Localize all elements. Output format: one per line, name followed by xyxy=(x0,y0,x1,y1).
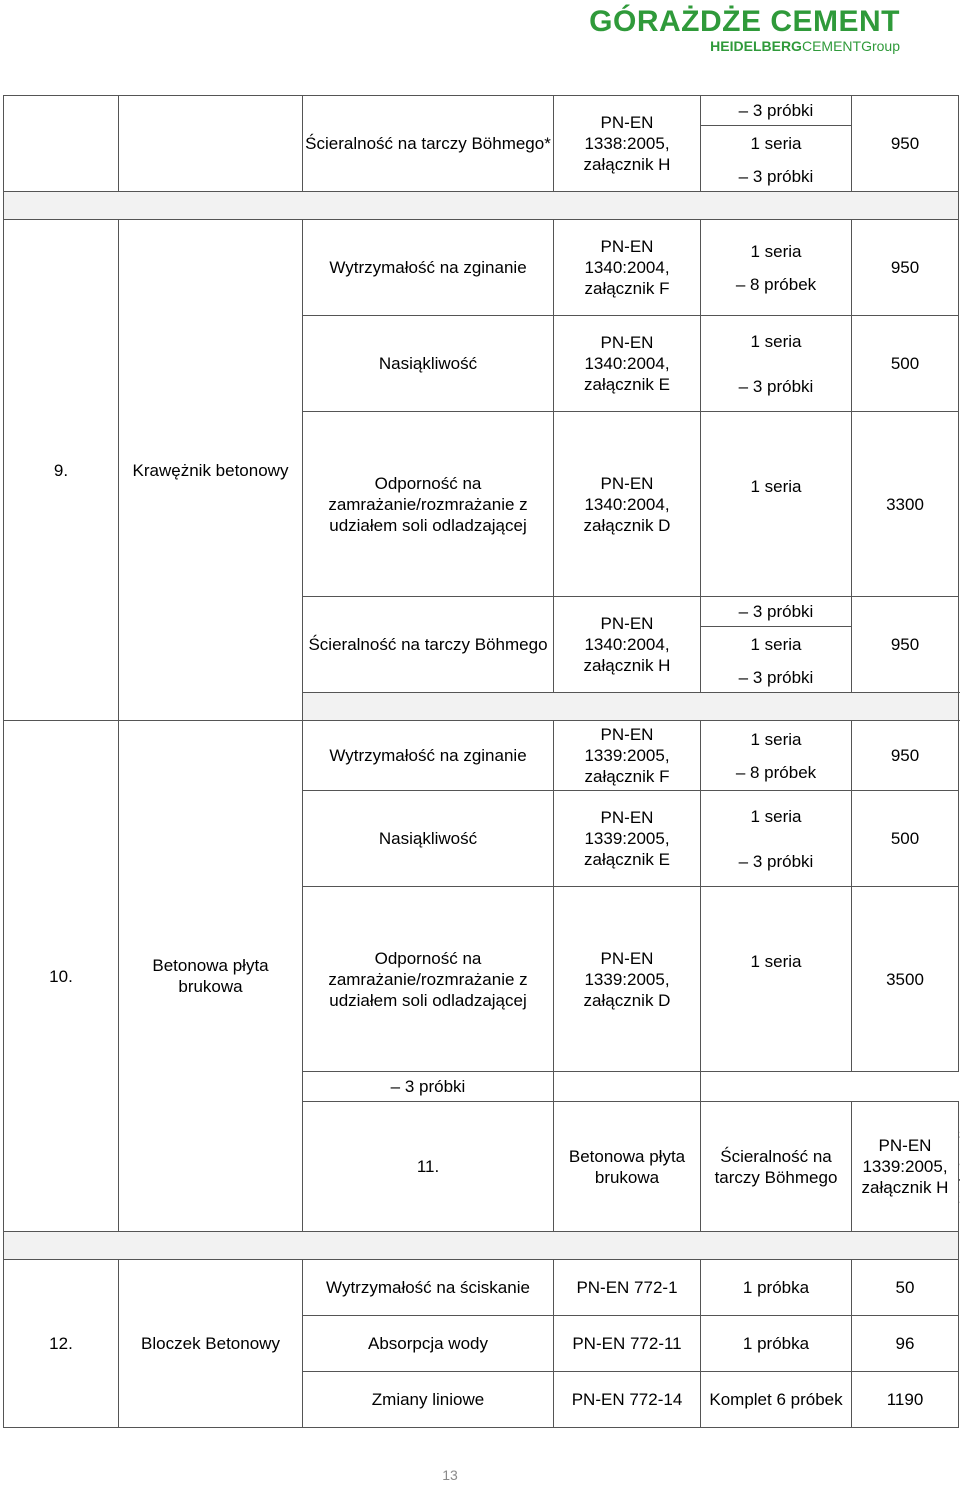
price-cell: 950 xyxy=(852,220,959,316)
test-cell: Ścieralność na tarczy Böhmego* xyxy=(303,96,554,192)
samples-cell: 1 seria xyxy=(701,412,852,597)
lp-cell: 11. xyxy=(303,1102,554,1232)
test-cell: Wytrzymałość na ściskanie xyxy=(303,1260,554,1316)
standard-cell: PN-EN 1340:2004, załącznik E xyxy=(554,316,701,412)
separator-row xyxy=(4,192,959,220)
table-row xyxy=(4,1260,959,1316)
price-cell: 3500 xyxy=(852,887,959,1072)
product-cell: Betonowa płyta brukowa xyxy=(119,721,303,1232)
samples-cell: – 3 próbki xyxy=(701,663,852,693)
standard-cell: PN-EN 1340:2004, załącznik F xyxy=(554,220,701,316)
table-row xyxy=(4,96,959,126)
test-cell: Odporność na zamrażanie/rozmrażanie z udziałem soli odladzającej xyxy=(303,887,554,1072)
samples-cell: 1 seria xyxy=(701,126,852,162)
page-number: 13 xyxy=(442,1467,458,1483)
standard-cell: PN-EN 1340:2004, załącznik D xyxy=(554,412,701,597)
lp-cell: 10. xyxy=(4,721,119,1232)
standard-cell: PN-EN 1338:2005, załącznik H xyxy=(554,96,701,192)
test-cell: Zmiany liniowe xyxy=(303,1372,554,1428)
lp-cell: 9. xyxy=(4,220,119,721)
price-cell: 950 xyxy=(852,597,959,693)
logo-sub-text: HEIDELBERGCEMENTGroup xyxy=(710,38,900,54)
price-cell: 96 xyxy=(852,1316,959,1372)
price-cell: 500 xyxy=(852,316,959,412)
price-cell: 950 xyxy=(852,96,959,192)
standard-cell: PN-EN 1339:2005, załącznik F xyxy=(554,721,701,791)
test-cell: Ścieralność na tarczy Böhmego xyxy=(303,597,554,693)
samples-cell: – 3 próbki xyxy=(701,597,852,627)
standard-cell: PN-EN 1339:2005, załącznik D xyxy=(554,887,701,1072)
samples-cell: – 3 próbki xyxy=(701,162,852,192)
standard-cell: PN-EN 1339:2005, załącznik E xyxy=(554,791,701,887)
samples-cell: 1 seria – 8 próbek xyxy=(701,220,852,316)
test-cell: Nasiąkliwość xyxy=(303,316,554,412)
product-cell: Betonowa płyta brukowa xyxy=(554,1102,701,1232)
samples-cell: 1 seria – 3 próbki xyxy=(701,791,852,887)
lp-cell xyxy=(4,96,119,192)
samples-cell: 1 próbka xyxy=(701,1260,852,1316)
test-cell: Wytrzymałość na zginanie xyxy=(303,721,554,791)
price-cell: 950 xyxy=(852,721,959,791)
separator-row xyxy=(4,1232,959,1260)
standard-cell: PN-EN 772-1 xyxy=(554,1260,701,1316)
samples-cell: 1 próbka xyxy=(701,1316,852,1372)
price-cell: 3300 xyxy=(852,412,959,597)
test-cell: Ścieralność na tarczy Böhmego xyxy=(701,1102,852,1232)
standard-cell: PN-EN 772-14 xyxy=(554,1372,701,1428)
test-cell: Odporność na zamrażanie/rozmrażanie z udziałem soli odladzającej xyxy=(303,412,554,597)
table-row xyxy=(4,220,959,316)
price-cell: 1190 xyxy=(852,1372,959,1428)
samples-cell: – 3 próbki xyxy=(303,1072,554,1102)
product-cell xyxy=(119,96,303,192)
price-cell: 500 xyxy=(852,791,959,887)
test-cell: Absorpcja wody xyxy=(303,1316,554,1372)
table-row xyxy=(4,721,959,791)
product-cell: Bloczek Betonowy xyxy=(119,1260,303,1428)
samples-cell: – 3 próbki xyxy=(701,96,852,126)
samples-cell: 1 seria xyxy=(701,627,852,663)
lp-cell: 12. xyxy=(4,1260,119,1428)
test-cell: Wytrzymałość na zginanie xyxy=(303,220,554,316)
company-logo xyxy=(589,6,900,54)
product-cell: Krawężnik betonowy xyxy=(119,220,303,721)
samples-cell: Komplet 6 próbek xyxy=(701,1372,852,1428)
samples-cell: 1 seria – 3 próbki xyxy=(701,316,852,412)
samples-cell: 1 seria xyxy=(701,887,852,1072)
standard-cell: PN-EN 772-11 xyxy=(554,1316,701,1372)
logo-main-text: GÓRAŻDŻE CEMENT xyxy=(589,5,900,38)
price-table xyxy=(3,95,959,1428)
standard-cell: PN-EN 1339:2005, załącznik H xyxy=(852,1102,959,1232)
price-cell: 50 xyxy=(852,1260,959,1316)
standard-cell: PN-EN 1340:2004, załącznik H xyxy=(554,597,701,693)
samples-cell: 1 seria – 8 próbek xyxy=(701,721,852,791)
test-cell: Nasiąkliwość xyxy=(303,791,554,887)
